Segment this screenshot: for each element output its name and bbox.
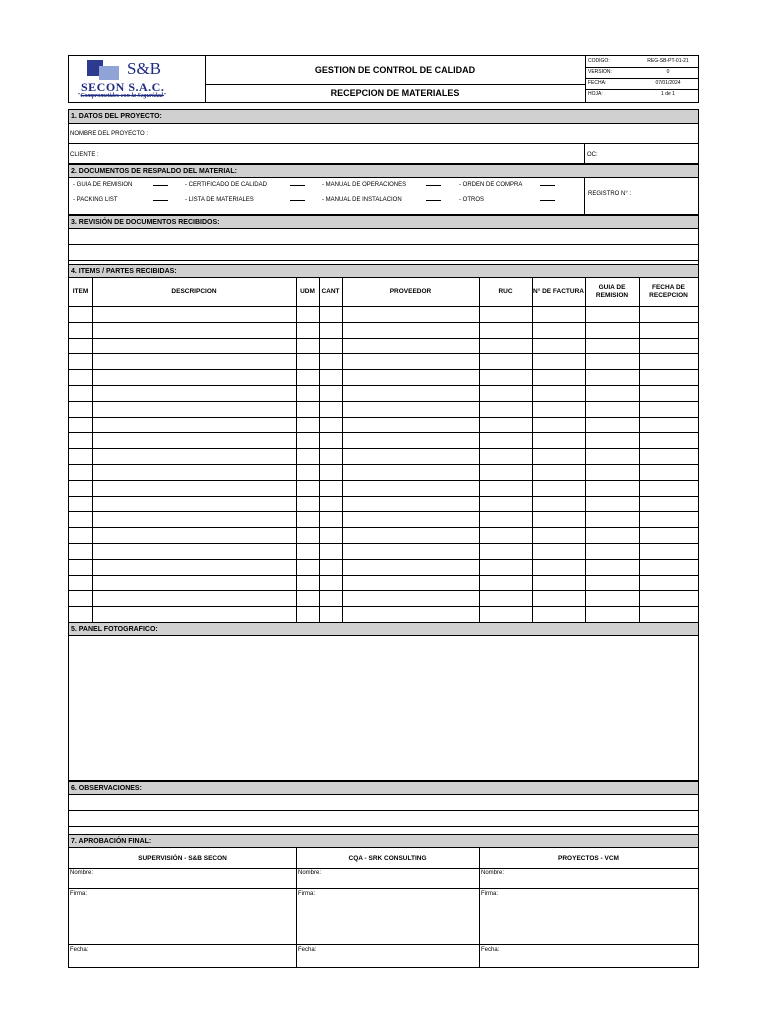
section-documents-header: 2. DOCUMENTOS DE RESPALDO DEL MATERIAL:	[69, 164, 698, 178]
doc-checkbox[interactable]	[153, 200, 168, 201]
col-header: PROVEEDOR	[389, 288, 432, 295]
divider	[69, 888, 698, 889]
meta-key: FECHA:	[588, 80, 607, 86]
table-row[interactable]	[69, 496, 698, 512]
table-row[interactable]	[69, 306, 698, 322]
observation-line[interactable]	[69, 811, 698, 827]
doc-checkbox[interactable]	[290, 185, 305, 186]
table-row[interactable]	[69, 464, 698, 480]
col-header: GUIA DE REMISION	[595, 284, 629, 299]
signature-label: Firma:	[70, 891, 87, 897]
doc-checkbox[interactable]	[153, 185, 168, 186]
doc-option: - PACKING LIST	[73, 197, 118, 203]
logo-brand: S&B	[127, 59, 162, 78]
table-row[interactable]	[69, 590, 698, 606]
section-approval-header: 7. APROBACIÓN FINAL:	[69, 834, 698, 848]
doc-option: - MANUAL DE INSTALACION	[322, 197, 402, 203]
approval-column-title: PROYECTOS - VCM	[558, 855, 619, 862]
meta-value: 07/01/2024	[655, 80, 681, 86]
table-row[interactable]	[69, 559, 698, 575]
logo-slogan: "Comprometidos con la Seguridad"	[77, 93, 167, 99]
approval-grid	[69, 848, 698, 968]
table-row[interactable]	[69, 385, 698, 401]
col-header: RUC	[498, 288, 513, 295]
doc-checkbox[interactable]	[426, 200, 441, 201]
doc-option: - GUIA DE REMISION	[73, 182, 133, 188]
section-items-header: 4. ITEMS / PARTES RECIBIDAS:	[69, 264, 698, 278]
review-line[interactable]	[69, 229, 698, 245]
form-title: GESTION DE CONTROL DE CALIDAD	[205, 56, 585, 85]
table-row[interactable]	[69, 401, 698, 417]
form-body	[68, 109, 699, 968]
col-header: UDM	[300, 288, 315, 295]
table-row[interactable]	[69, 338, 698, 354]
meta-value: 1 de 1	[661, 91, 675, 97]
table-row[interactable]	[69, 369, 698, 385]
meta-row	[586, 89, 699, 100]
items-table	[69, 278, 698, 622]
doc-option: - OTROS	[459, 197, 484, 203]
col-header: CANT	[321, 288, 340, 295]
name-label: Nombre:	[70, 870, 94, 876]
form-subtitle: RECEPCION DE MATERIALES	[330, 88, 460, 98]
section-observations-header: 6. OBSERVACIONES:	[69, 781, 698, 795]
meta-value: 0	[666, 69, 670, 75]
divider	[479, 848, 480, 968]
document-meta	[585, 56, 699, 102]
documents-checklist	[69, 178, 698, 215]
divider	[584, 178, 585, 214]
review-line[interactable]	[69, 245, 698, 261]
table-row[interactable]	[69, 480, 698, 496]
signature-label: Firma:	[481, 891, 498, 897]
observation-line[interactable]	[69, 795, 698, 811]
doc-option: - MANUAL DE OPERACIONES	[322, 182, 407, 188]
logo-company: SECON S.A.C.	[81, 80, 165, 94]
doc-option: - ORDEN DE COMPRA	[459, 182, 523, 188]
project-name-label: NOMBRE DEL PROYECTO :	[70, 131, 149, 137]
oc-label: OC:	[587, 152, 598, 158]
date-label: Fecha:	[298, 947, 317, 953]
date-label: Fecha:	[481, 947, 500, 953]
meta-key: HOJA:	[588, 91, 603, 97]
col-header: N° DE FACTURA	[533, 288, 584, 295]
doc-checkbox[interactable]	[540, 185, 555, 186]
table-row[interactable]	[69, 606, 698, 622]
company-logo	[69, 56, 206, 102]
date-label: Fecha:	[70, 947, 89, 953]
doc-checkbox[interactable]	[540, 200, 555, 201]
divider	[69, 944, 698, 945]
meta-key: VERSION:	[588, 69, 612, 75]
name-label: Nombre:	[481, 870, 505, 876]
col-header: ITEM	[72, 288, 89, 295]
section-project-header: 1. DATOS DEL PROYECTO:	[69, 110, 698, 124]
col-header: FECHA DE RECEPCION	[649, 284, 688, 299]
approval-column-title: SUPERVISIÓN - S&B SECON	[138, 855, 227, 862]
signature-label: Firma:	[298, 891, 315, 897]
client-field[interactable]	[69, 144, 698, 164]
logo-square-light	[99, 66, 119, 80]
form-header	[68, 55, 699, 103]
doc-option: - CERTIFICADO DE CALIDAD	[185, 182, 267, 188]
name-label: Nombre:	[298, 870, 322, 876]
table-row[interactable]	[69, 432, 698, 448]
table-row[interactable]	[69, 322, 698, 338]
photo-panel[interactable]	[69, 636, 698, 781]
table-row[interactable]	[69, 527, 698, 543]
table-row[interactable]	[69, 511, 698, 527]
meta-value: REG-SB-PT-01-21	[647, 58, 689, 64]
meta-key: CODIGO:	[588, 58, 610, 64]
table-row[interactable]	[69, 448, 698, 464]
client-label: CLIENTE :	[70, 152, 99, 158]
approval-column-title: CQA - SRK CONSULTING	[348, 855, 427, 862]
table-row[interactable]	[69, 417, 698, 433]
table-row[interactable]	[69, 543, 698, 559]
registro-label: REGISTRO N° :	[588, 191, 632, 197]
doc-option: - LISTA DE MATERIALES	[185, 197, 254, 203]
table-row[interactable]	[69, 353, 698, 369]
divider	[296, 848, 297, 968]
table-row[interactable]	[69, 575, 698, 591]
doc-checkbox[interactable]	[290, 200, 305, 201]
section-review-header: 3. REVISIÓN DE DOCUMENTOS RECIBIDOS:	[69, 215, 698, 229]
divider	[584, 144, 585, 163]
divider	[69, 868, 698, 869]
project-name-field[interactable]	[69, 124, 698, 144]
section-photos-header: 5. PANEL FOTOGRAFICO:	[69, 622, 698, 636]
col-header: DESCRIPCION	[171, 288, 217, 295]
doc-checkbox[interactable]	[426, 185, 441, 186]
